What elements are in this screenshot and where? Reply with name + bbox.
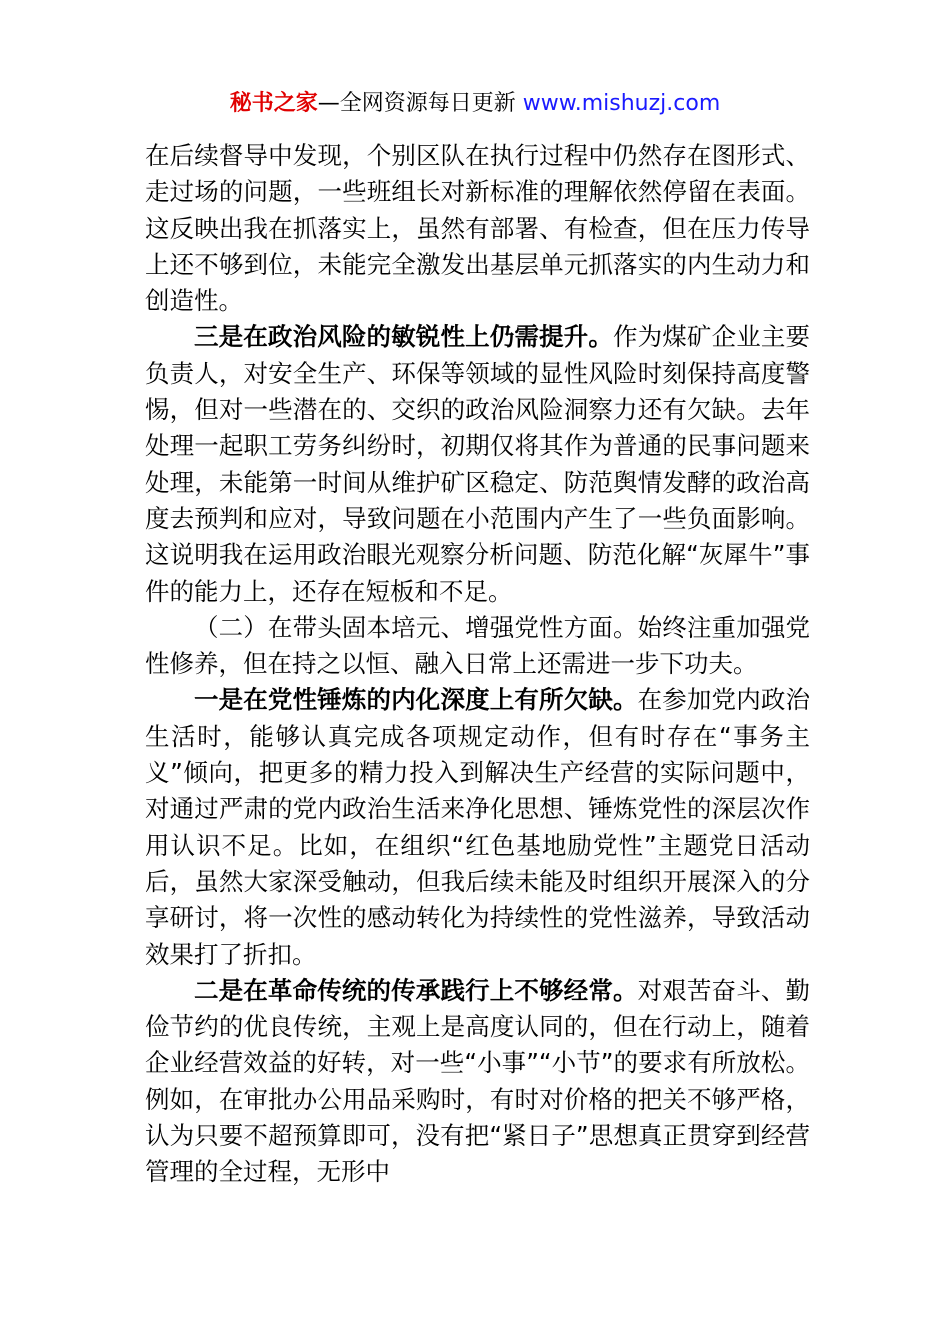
paragraph: [145, 319, 810, 609]
paragraph-text: 对艰苦奋斗、勤俭节约的优良传统，主观上是高度认同的，但在行动上，随着企业经营效益的好转，对一些“小事”“小节”的要求有所放松。例如，在审批办公用品采购时，有时对价格的把关不够严格，认为只要不超预算即可，没有把“紧日子”思想真正贯穿到经营管理的全过程，无形中: [145, 975, 810, 1187]
document-body: [145, 138, 810, 1191]
paragraph-text: （二）在带头固本培元、增强党性方面。始终注重加强党性修养，但在持之以恒、融入日常上还需进一步下功夫。: [145, 612, 810, 679]
site-name: 秘书之家: [229, 91, 318, 116]
paragraph-text: 在参加党内政治生活时，能够认真完成各项规定动作，但有时存在“事务主义”倾向，把更多的精力投入到解决生产经营的实际问题中，对通过严肃的党内政治生活来净化思想、锤炼党性的深层次作用认识不足。比如，在组织“红色基地励党性”主题党日活动后，虽然大家深受触动，但我后续未能及时组织开展深入的分享研讨，将一次性的感动转化为持续性的党性滋养，导致活动效果打了折扣。: [145, 685, 810, 969]
paragraph: [145, 682, 810, 972]
page-header: [0, 88, 950, 120]
paragraph-lead: 三是在政治风险的敏锐性上仍需提升。: [194, 322, 613, 352]
paragraph: [145, 610, 810, 683]
site-url-link[interactable]: www.mishuzj.com: [522, 91, 721, 116]
paragraph-text: 在后续督导中发现，个别区队在执行过程中仍然存在图形式、走过场的问题，一些班组长对新标准的理解依然停留在表面。这反映出我在抓落实上，虽然有部署、有检查，但在压力传导上还不够到位，未能完全激发出基层单元抓落实的内生动力和创造性。: [145, 141, 810, 316]
paragraph-lead: 一是在党性锤炼的内化深度上有所欠缺。: [194, 685, 638, 715]
paragraph: [145, 973, 810, 1191]
site-tagline: —全网资源每日更新: [317, 91, 516, 116]
paragraph: [145, 138, 810, 319]
paragraph-lead: 二是在革命传统的传承践行上不够经常。: [194, 975, 638, 1005]
paragraph-text: 作为煤矿企业主要负责人，对安全生产、环保等领域的显性风险时刻保持高度警惕，但对一些潜在的、交织的政治风险洞察力还有欠缺。去年处理一起职工劳务纠纷时，初期仅将其作为普通的民事问题来处理，未能第一时间从维护矿区稳定、防范舆情发酵的政治高度去预判和应对，导致问题在小范围内产生了一些负面影响。这说明我在运用政治眼光观察分析问题、防范化解“灰犀牛”事件的能力上，还存在短板和不足。: [145, 322, 811, 606]
